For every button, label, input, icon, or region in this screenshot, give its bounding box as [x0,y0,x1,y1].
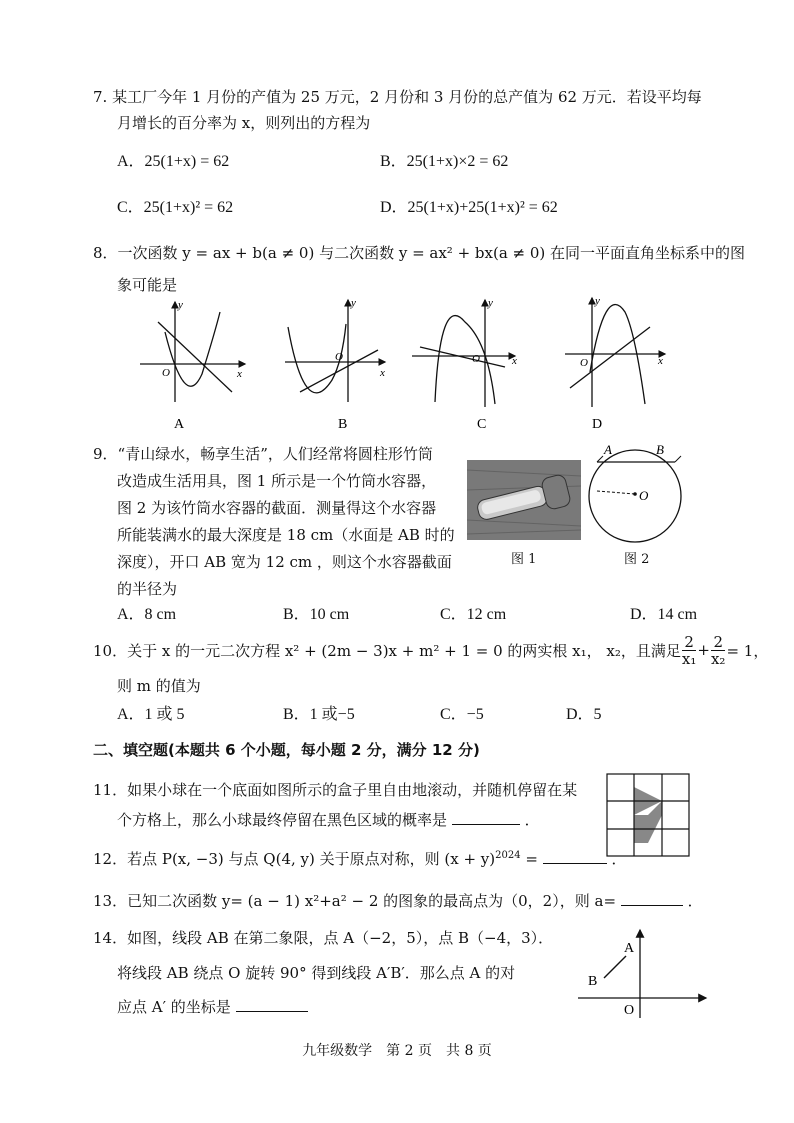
q14-figure [578,928,710,1020]
q11-grid-figure [606,773,690,857]
q10-frac1-num: 2 [682,634,696,651]
q10-stem-pre: 10．关于 x 的一元二次方程 x² + (2m − 3)x + m² + 1 = 0 的两实根 x₁， x₂，且满足 [93,641,681,660]
q9-line4: 所能装满水的最大深度是 18 cm（水面是 AB 时的 [117,526,455,544]
q9-line6: 的半径为 [117,580,178,598]
q9-line1: 9．“青山绿水，畅享生活”，人们经常将圆柱形竹筒 [93,445,433,463]
q10-frac2-num: 2 [711,634,725,651]
q10-option-c: C．−5 [440,706,484,723]
q8-a-x-label: x [237,368,242,380]
q11-line2 [117,809,540,830]
q8-stem-line1: 8．一次函数 y = ax + b(a ≠ 0) 与二次函数 y = ax² + bx(a ≠ 0) 在同一平面直角坐标系中的图 [93,244,746,262]
q8-label-b: B [338,417,348,432]
q8-label-d: D [592,417,603,432]
q12-text: 12．若点 P(x, −3) 与点 Q(4, y) 关于原点对称，则 (x + y) [93,850,496,868]
q7-stem-line1: 7. 某工厂今年 1 月份的产值为 25 万元，2 月份和 3 月份的总产值为 62 万元．若设平均每 [93,88,702,106]
q8-d-origin: O [580,357,588,369]
q9-option-a: A．8 cm [117,606,177,623]
q7-stem-line2: 月增长的百分率为 x，则列出的方程为 [117,114,371,132]
q8-graphs [120,292,690,437]
q8-graph-c [412,300,515,407]
q13-end: ． [687,892,703,910]
q7-option-b: B．25(1+x)×2 = 62 [380,153,509,170]
q9-figure2-diagram [583,438,693,546]
q7-option-c: C．25(1+x)² = 62 [117,199,234,216]
q9-option-d: D．14 cm [630,606,698,623]
q9-point-a: A [604,442,612,457]
q12-line [93,848,627,869]
q10-option-a: A．1 或 5 [117,706,185,723]
q9-option-c: C．12 cm [440,606,507,623]
q8-graph-d [565,298,665,407]
q8-stem-line2: 象可能是 [117,276,178,294]
q9-point-o: O [639,488,649,503]
q10-stem [93,630,768,670]
q13-text: 13．已知二次函数 y= (a − 1) x²+a² − 2 的图象的最高点为（0，2），则 a= [93,892,617,910]
q10-option-d: D．5 [566,706,602,723]
q8-graph-a [140,302,245,402]
q8-c-x-label: x [512,355,517,367]
q10-line2: 则 m 的值为 [117,677,201,695]
q11-end: ． [524,811,540,829]
q9-line3: 图 2 为该竹筒水容器的截面．测量得这个水容器 [117,499,437,517]
q9-line5: 深度），开口 AB 宽为 12 cm ，则这个水容器截面 [117,553,452,571]
q10-plus: + [697,641,710,659]
q8-label-c: C [477,417,487,432]
q8-b-origin: O [335,351,343,363]
q10-frac1-den: x₁ [681,649,697,668]
q8-a-y-label: y [178,299,183,311]
q8-c-y-label: y [488,297,493,309]
q13-answer-blank[interactable] [621,891,683,906]
q14-line2: 将线段 AB 绕点 O 旋转 90° 得到线段 A′B′．那么点 A 的对 [117,964,516,982]
q14-label-o: O [624,1003,635,1018]
q9-line2: 改造成生活用具，图 1 所示是一个竹筒水容器， [117,472,437,490]
q13-line [93,890,703,911]
q10-option-b: B．1 或−5 [283,706,355,723]
q11-line1: 11．如果小球在一个底面如图所示的盒子里自由地滚动，并随机停留在某 [93,781,578,799]
q14-line1: 14．如图，线段 AB 在第二象限，点 A（−2，5），点 B（−4，3）． [93,929,554,947]
q14-label-b: B [588,974,598,989]
q8-a-origin: O [162,367,170,379]
q8-c-origin: O [472,353,480,365]
q12-exponent: 2024 [495,850,521,861]
q10-fraction-2 [711,634,725,667]
q8-d-y-label: y [595,295,600,307]
q12-end: ． [611,850,627,868]
q7-option-d: D．25(1+x)+25(1+x)² = 62 [380,199,558,216]
section-2-heading: 二、填空题(本题共 6 个小题，每小题 2 分，满分 12 分) [93,741,480,759]
q10-fraction-1 [682,634,696,667]
q9-figure1-photo [467,460,581,540]
q9-option-b: B．10 cm [283,606,350,623]
q12-answer-blank[interactable] [543,849,607,864]
q8-b-x-label: x [380,367,385,379]
q11-answer-blank[interactable] [452,810,520,825]
page-footer: 九年级数学 第 2 页 共 8 页 [302,1043,492,1059]
q9-figure1-caption: 图 1 [511,552,537,567]
q9-figure2-caption: 图 2 [624,552,650,567]
q14-line3 [117,996,308,1017]
q8-label-a: A [174,417,185,432]
q14-answer-blank[interactable] [236,997,308,1012]
q12-eq: = [520,850,538,868]
q8-b-y-label: y [351,297,356,309]
q7-option-a: A．25(1+x) = 62 [117,153,230,170]
q9-point-b: B [656,442,664,457]
q14-label-a: A [624,941,635,956]
q10-frac2-den: x₂ [710,649,726,668]
q14-line3-text: 应点 A′ 的坐标是 [117,998,231,1016]
q8-d-x-label: x [658,355,663,367]
q10-stem-post: = 1， [726,641,769,660]
q11-line2-text: 个方格上，那么小球最终停留在黑色区域的概率是 [117,811,448,829]
